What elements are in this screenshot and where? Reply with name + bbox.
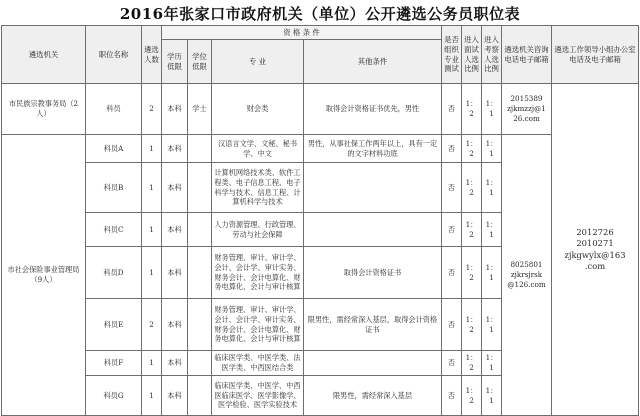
education: 本科 [162,376,188,416]
interview-ratio: 1：2 [462,247,482,299]
header-interview-ratio: 进入面试人选比例 [462,26,482,84]
other-conditions: 取得会计资格证书优先，男性 [304,84,442,135]
exam: 否 [442,135,462,163]
other-conditions: 取得会计资格证书 [304,247,442,299]
interview-ratio: 1：2 [462,163,482,213]
major: 汉语言文学、文秘、秘书学、中文 [212,135,304,163]
interview-ratio: 1：2 [462,84,482,135]
education: 本科 [162,351,188,376]
inspection-ratio: 1：1 [482,135,502,163]
other-conditions: 限男性，需经常深入基层 [304,376,442,416]
position-name: 科员 [86,84,142,135]
degree [188,299,212,351]
header-agency: 遴选机关 [2,26,86,84]
position-count: 2 [142,84,162,135]
position-count: 1 [142,135,162,163]
header-contact: 遴选机关咨询电话电子邮箱 [502,26,552,84]
table-row [2,84,639,135]
interview-ratio: 1：2 [462,213,482,247]
header-leader-contact: 遴选工作领导小组办公室电话及电子邮箱 [552,26,639,84]
inspection-ratio: 1：1 [482,163,502,213]
position-count: 1 [142,247,162,299]
position-name: 科员A [86,135,142,163]
education: 本科 [162,135,188,163]
major: 财务管理、审计、审计学、会计、会计学、审计实务、财务会计、会计电算化、财务电算化、会计与审计核算 [212,247,304,299]
major: 临床医学类、中医学、中西医临床医学、医学影像学、医学检验、医学实验技术 [212,376,304,416]
position-count: 1 [142,213,162,247]
education: 本科 [162,84,188,135]
interview-ratio: 1：2 [462,376,482,416]
header-exam: 是否组织专业测试 [442,26,462,84]
degree [188,376,212,416]
table-row [2,135,639,163]
other-conditions [304,163,442,213]
degree [188,135,212,163]
exam: 否 [442,247,462,299]
page-title: 2016年张家口市政府机关（单位）公开遴选公务员职位表 [119,5,521,23]
agency-name: 市社会保险事业管理局（9人） [2,135,86,416]
interview-ratio: 1：2 [462,351,482,376]
positions-table [1,25,639,416]
position-name: 科员G [86,376,142,416]
exam: 否 [442,376,462,416]
education: 本科 [162,299,188,351]
position-count: 2 [142,299,162,351]
inspection-ratio: 1：1 [482,213,502,247]
major: 人力资源管理、行政管理、劳动与社会保障 [212,213,304,247]
leader-contact: 2012726 2010271 zjkgwylx@163 .com [552,84,639,416]
header-inspection-ratio: 进入考察人选比例 [482,26,502,84]
inspection-ratio: 1：1 [482,351,502,376]
position-name: 科员B [86,163,142,213]
position-name: 科员D [86,247,142,299]
exam: 否 [442,351,462,376]
header-education: 学历低限 [162,40,188,84]
education: 本科 [162,247,188,299]
education: 本科 [162,163,188,213]
agency-contact: 8025801 zjkrsjrsk @126.com [502,135,552,416]
degree [188,163,212,213]
header-other: 其他条件 [304,40,442,84]
position-count: 1 [142,351,162,376]
major: 财会类 [212,84,304,135]
header-count: 遴选人数 [142,26,162,84]
degree [188,247,212,299]
degree [188,213,212,247]
agency-name: 市民族宗教事务局（2人） [2,84,86,135]
header-position: 职位名称 [86,26,142,84]
header-major: 专 业 [212,40,304,84]
header-qualifications: 资 格 条 件 [162,26,442,40]
position-name: 科员F [86,351,142,376]
degree: 学士 [188,84,212,135]
major: 临床医学类、中医学类、法医学类、中西医结合类 [212,351,304,376]
inspection-ratio: 1：1 [482,299,502,351]
other-conditions: 限男性，需经常深入基层，取得会计资格证书 [304,299,442,351]
inspection-ratio: 1：1 [482,376,502,416]
exam: 否 [442,84,462,135]
exam: 否 [442,213,462,247]
major: 计算机网络技术类、软件工程类、电子信息工程、电子科学与技术、信息工程、计算机科学与技术 [212,163,304,213]
interview-ratio: 1：2 [462,135,482,163]
position-count: 1 [142,376,162,416]
header-degree: 学位低限 [188,40,212,84]
position-name: 科员C [86,213,142,247]
inspection-ratio: 1：1 [482,84,502,135]
degree [188,351,212,376]
agency-contact: 2015389 zjkmzzj@1 26.com [502,84,552,135]
position-name: 科员E [86,299,142,351]
other-conditions [304,351,442,376]
other-conditions [304,213,442,247]
other-conditions: 男性，从事社保工作两年以上，具有一定的文字材料功底 [304,135,442,163]
position-count: 1 [142,163,162,213]
exam: 否 [442,163,462,213]
interview-ratio: 1：2 [462,299,482,351]
education: 本科 [162,213,188,247]
major: 财务管理、审计、审计学、会计、会计学、审计实务、财务会计、会计电算化、财务电算化、会计与审计核算 [212,299,304,351]
exam: 否 [442,299,462,351]
inspection-ratio: 1：1 [482,247,502,299]
